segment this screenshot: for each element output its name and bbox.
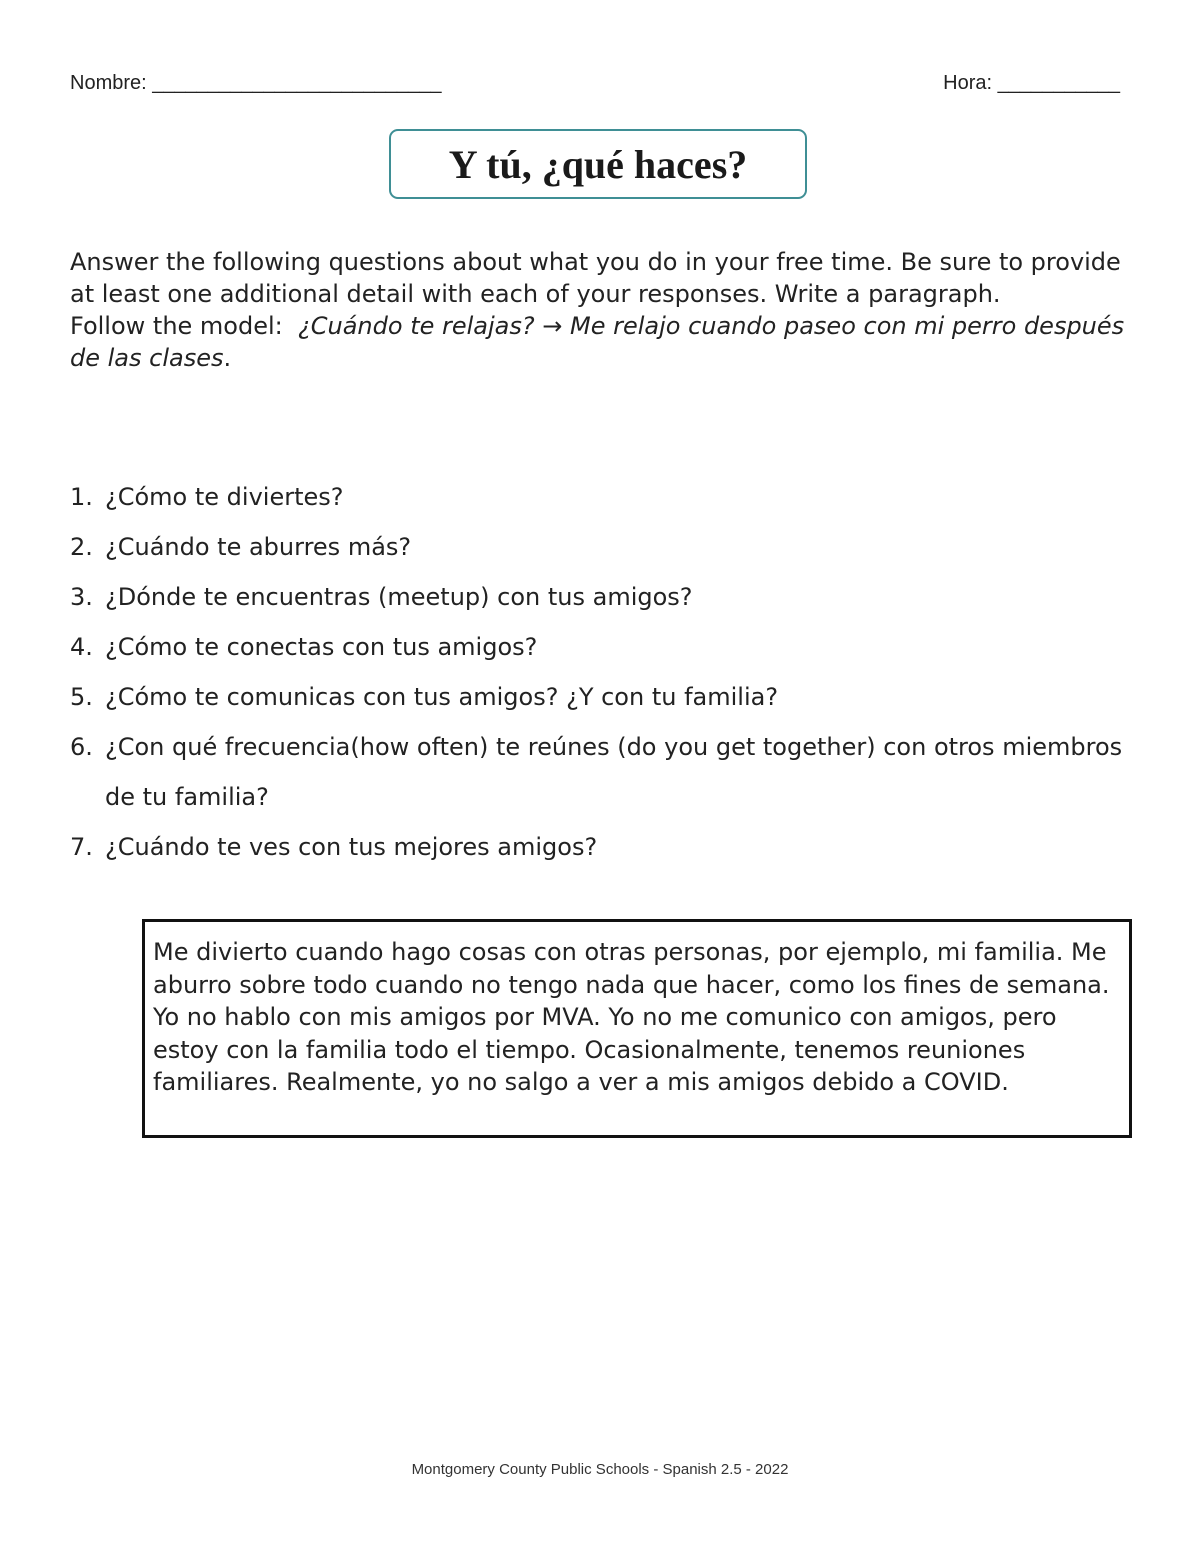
model-question: ¿Cuándo te relajas? [298, 312, 535, 340]
question-text: ¿Con qué frecuencia(how often) te reúnes (do you get together) con otros miembros de tu familia? [105, 733, 1123, 811]
question-text: ¿Cómo te conectas con tus amigos? [105, 633, 538, 661]
instructions-paragraph: Answer the following questions about what you do in your free time. Be sure to provide at least one additional detail with each of your responses. Write a paragraph. [70, 248, 1121, 308]
question-text: ¿Cómo te diviertes? [105, 483, 344, 511]
question-number: 4. [70, 633, 93, 661]
question-text: ¿Cuándo te ves con tus mejores amigos? [105, 833, 598, 861]
question-item [70, 522, 1130, 572]
page-title: Y tú, ¿qué haces? [448, 141, 748, 187]
question-text: ¿Cómo te comunicas con tus amigos? ¿Y con tu familia? [105, 683, 779, 711]
question-list [70, 472, 1130, 872]
model-line [70, 310, 1130, 374]
model-period: . [223, 344, 232, 372]
question-item [70, 722, 1130, 822]
question-text: ¿Dónde te encuentras (meetup) con tus amigos? [105, 583, 693, 611]
question-item [70, 622, 1130, 672]
question-item [70, 822, 1130, 872]
question-item [70, 672, 1130, 722]
instructions [70, 246, 1130, 374]
title-box [389, 129, 807, 199]
question-item [70, 572, 1130, 622]
page-footer: Montgomery County Public Schools - Spanish 2.5 - 2022 [411, 1461, 789, 1478]
answer-paragraph: Me divierto cuando hago cosas con otras personas, por ejemplo, mi familia. Me aburro sobre todo cuando no tengo nada que hacer, como los fines de semana. Yo no hablo con mis amigos por MVA. Yo no me comunico con amigos, pero estoy con la familia todo el tiempo. Ocasionalmente, tenemos reuniones familiares. Realmente, yo no salgo a ver a mis amigos debido a COVID. [153, 938, 1110, 1097]
question-text: ¿Cuándo te aburres más? [105, 533, 412, 561]
question-number: 5. [70, 683, 93, 711]
question-number: 3. [70, 583, 93, 611]
model-answer: Me relajo cuando paseo con mi perro después de las clases [70, 312, 1125, 372]
question-number: 6. [70, 733, 93, 761]
question-number: 1. [70, 483, 93, 511]
nombre-field-label: Nombre: __________________________ [70, 72, 442, 94]
answer-paragraph-box [142, 919, 1132, 1138]
question-number: 2. [70, 533, 93, 561]
model-prefix: Follow the model: [70, 312, 283, 340]
question-item [70, 472, 1130, 522]
model-arrow: → [542, 312, 563, 340]
question-number: 7. [70, 833, 93, 861]
hora-field-label: Hora: ___________ [943, 72, 1120, 94]
